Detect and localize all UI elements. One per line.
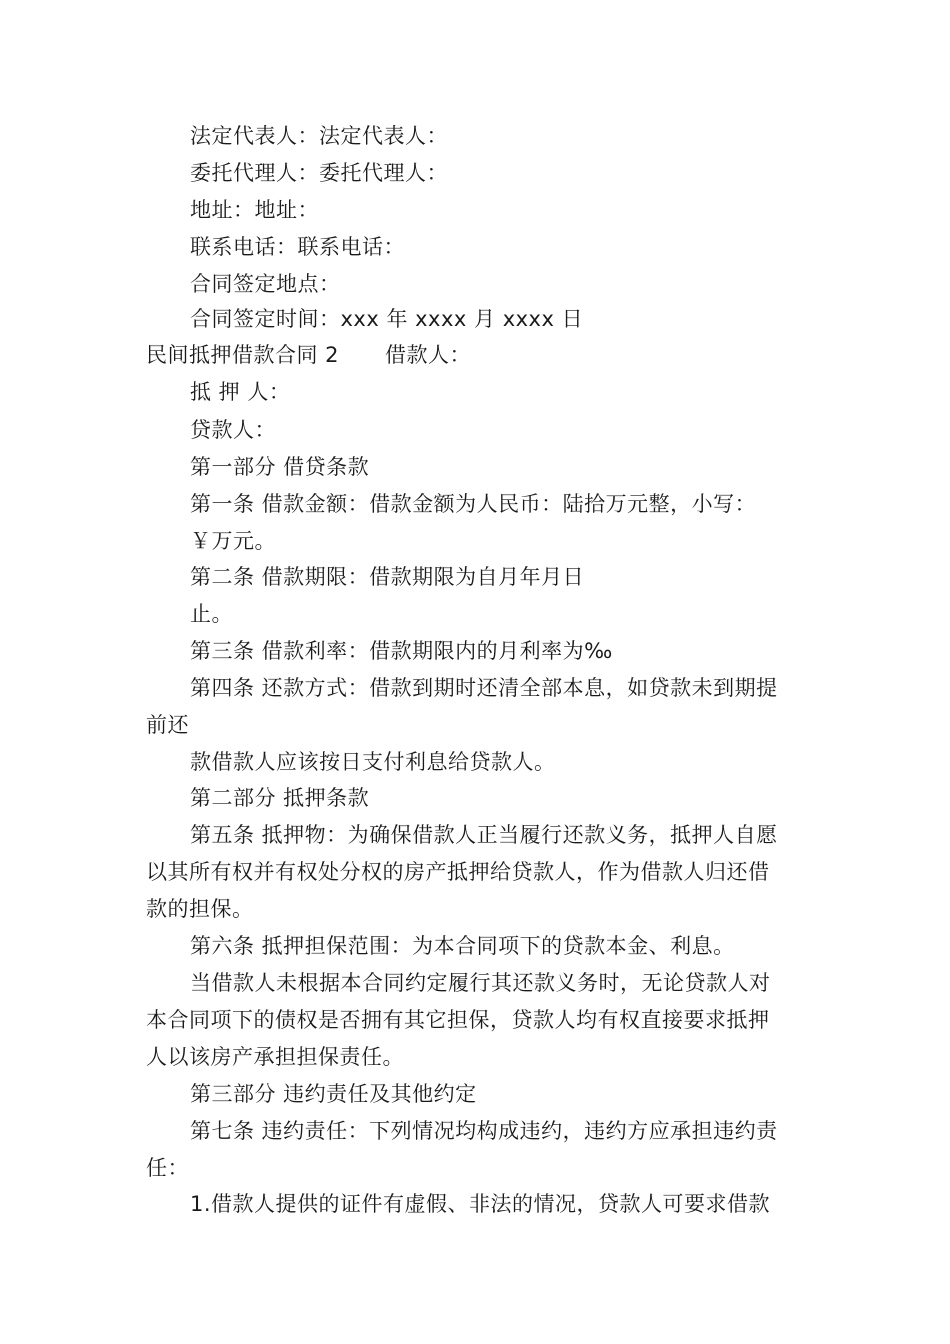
- section-heading: 第三部分 违约责任及其他约定: [190, 1082, 477, 1106]
- text-line: 第六条 抵押担保范围：为本合同项下的贷款本金、利息。: [190, 934, 735, 958]
- text-line: 前还: [146, 713, 189, 737]
- text-line: 第五条 抵押物：为确保借款人正当履行还款义务，抵押人自愿: [190, 823, 778, 847]
- text-line: 本合同项下的债权是否拥有其它担保，贷款人均有权直接要求抵押: [146, 1008, 770, 1032]
- text-line: 人以该房产承担担保责任。: [146, 1045, 404, 1069]
- text-line: 款的担保。: [146, 897, 254, 921]
- text-line: 委托代理人：委托代理人：: [190, 161, 448, 185]
- text-line: 任：: [146, 1156, 189, 1180]
- text-line: 以其所有权并有权处分权的房产抵押给贷款人，作为借款人归还借: [146, 860, 770, 884]
- text-line: 第四条 还款方式：借款到期时还清全部本息，如贷款未到期提: [190, 676, 778, 700]
- text-segment: 借款人：: [385, 343, 472, 367]
- text-line: 第一条 借款金额：借款金额为人民币：陆拾万元整，小写：: [190, 492, 757, 516]
- text-line: 第二条 借款期限：借款期限为自月年月日: [190, 565, 585, 589]
- section-heading: 第二部分 抵押条款: [190, 786, 370, 810]
- text-line: 款借款人应该按日支付利息给贷款人。: [190, 750, 556, 774]
- text-line: 止。: [190, 602, 233, 626]
- text-line: 合同签定时间：xxx 年 xxxx 月 xxxx 日: [190, 307, 584, 331]
- text-line: 地址：地址：: [190, 198, 319, 222]
- text-line: 抵 押 人：: [190, 380, 291, 404]
- contract-title: 民间抵押借款合同 2: [146, 343, 340, 367]
- text-line: ￥万元。: [190, 529, 276, 553]
- section-heading-line: [146, 341, 471, 369]
- text-line: 第三条 借款利率：借款期限内的月利率为‰: [190, 639, 613, 663]
- text-line: 联系电话：联系电话：: [190, 235, 405, 259]
- text-line: 法定代表人：法定代表人：: [190, 124, 448, 148]
- text-line: 合同签定地点：: [190, 272, 341, 296]
- section-heading: 第一部分 借贷条款: [190, 455, 370, 479]
- text-line: 当借款人未根据本合同约定履行其还款义务时，无论贷款人对: [190, 971, 771, 995]
- text-line: 1.借款人提供的证件有虚假、非法的情况，贷款人可要求借款: [190, 1192, 771, 1216]
- text-line: 第七条 违约责任：下列情况均构成违约，违约方应承担违约责: [190, 1119, 778, 1143]
- text-line: 贷款人：: [190, 418, 276, 442]
